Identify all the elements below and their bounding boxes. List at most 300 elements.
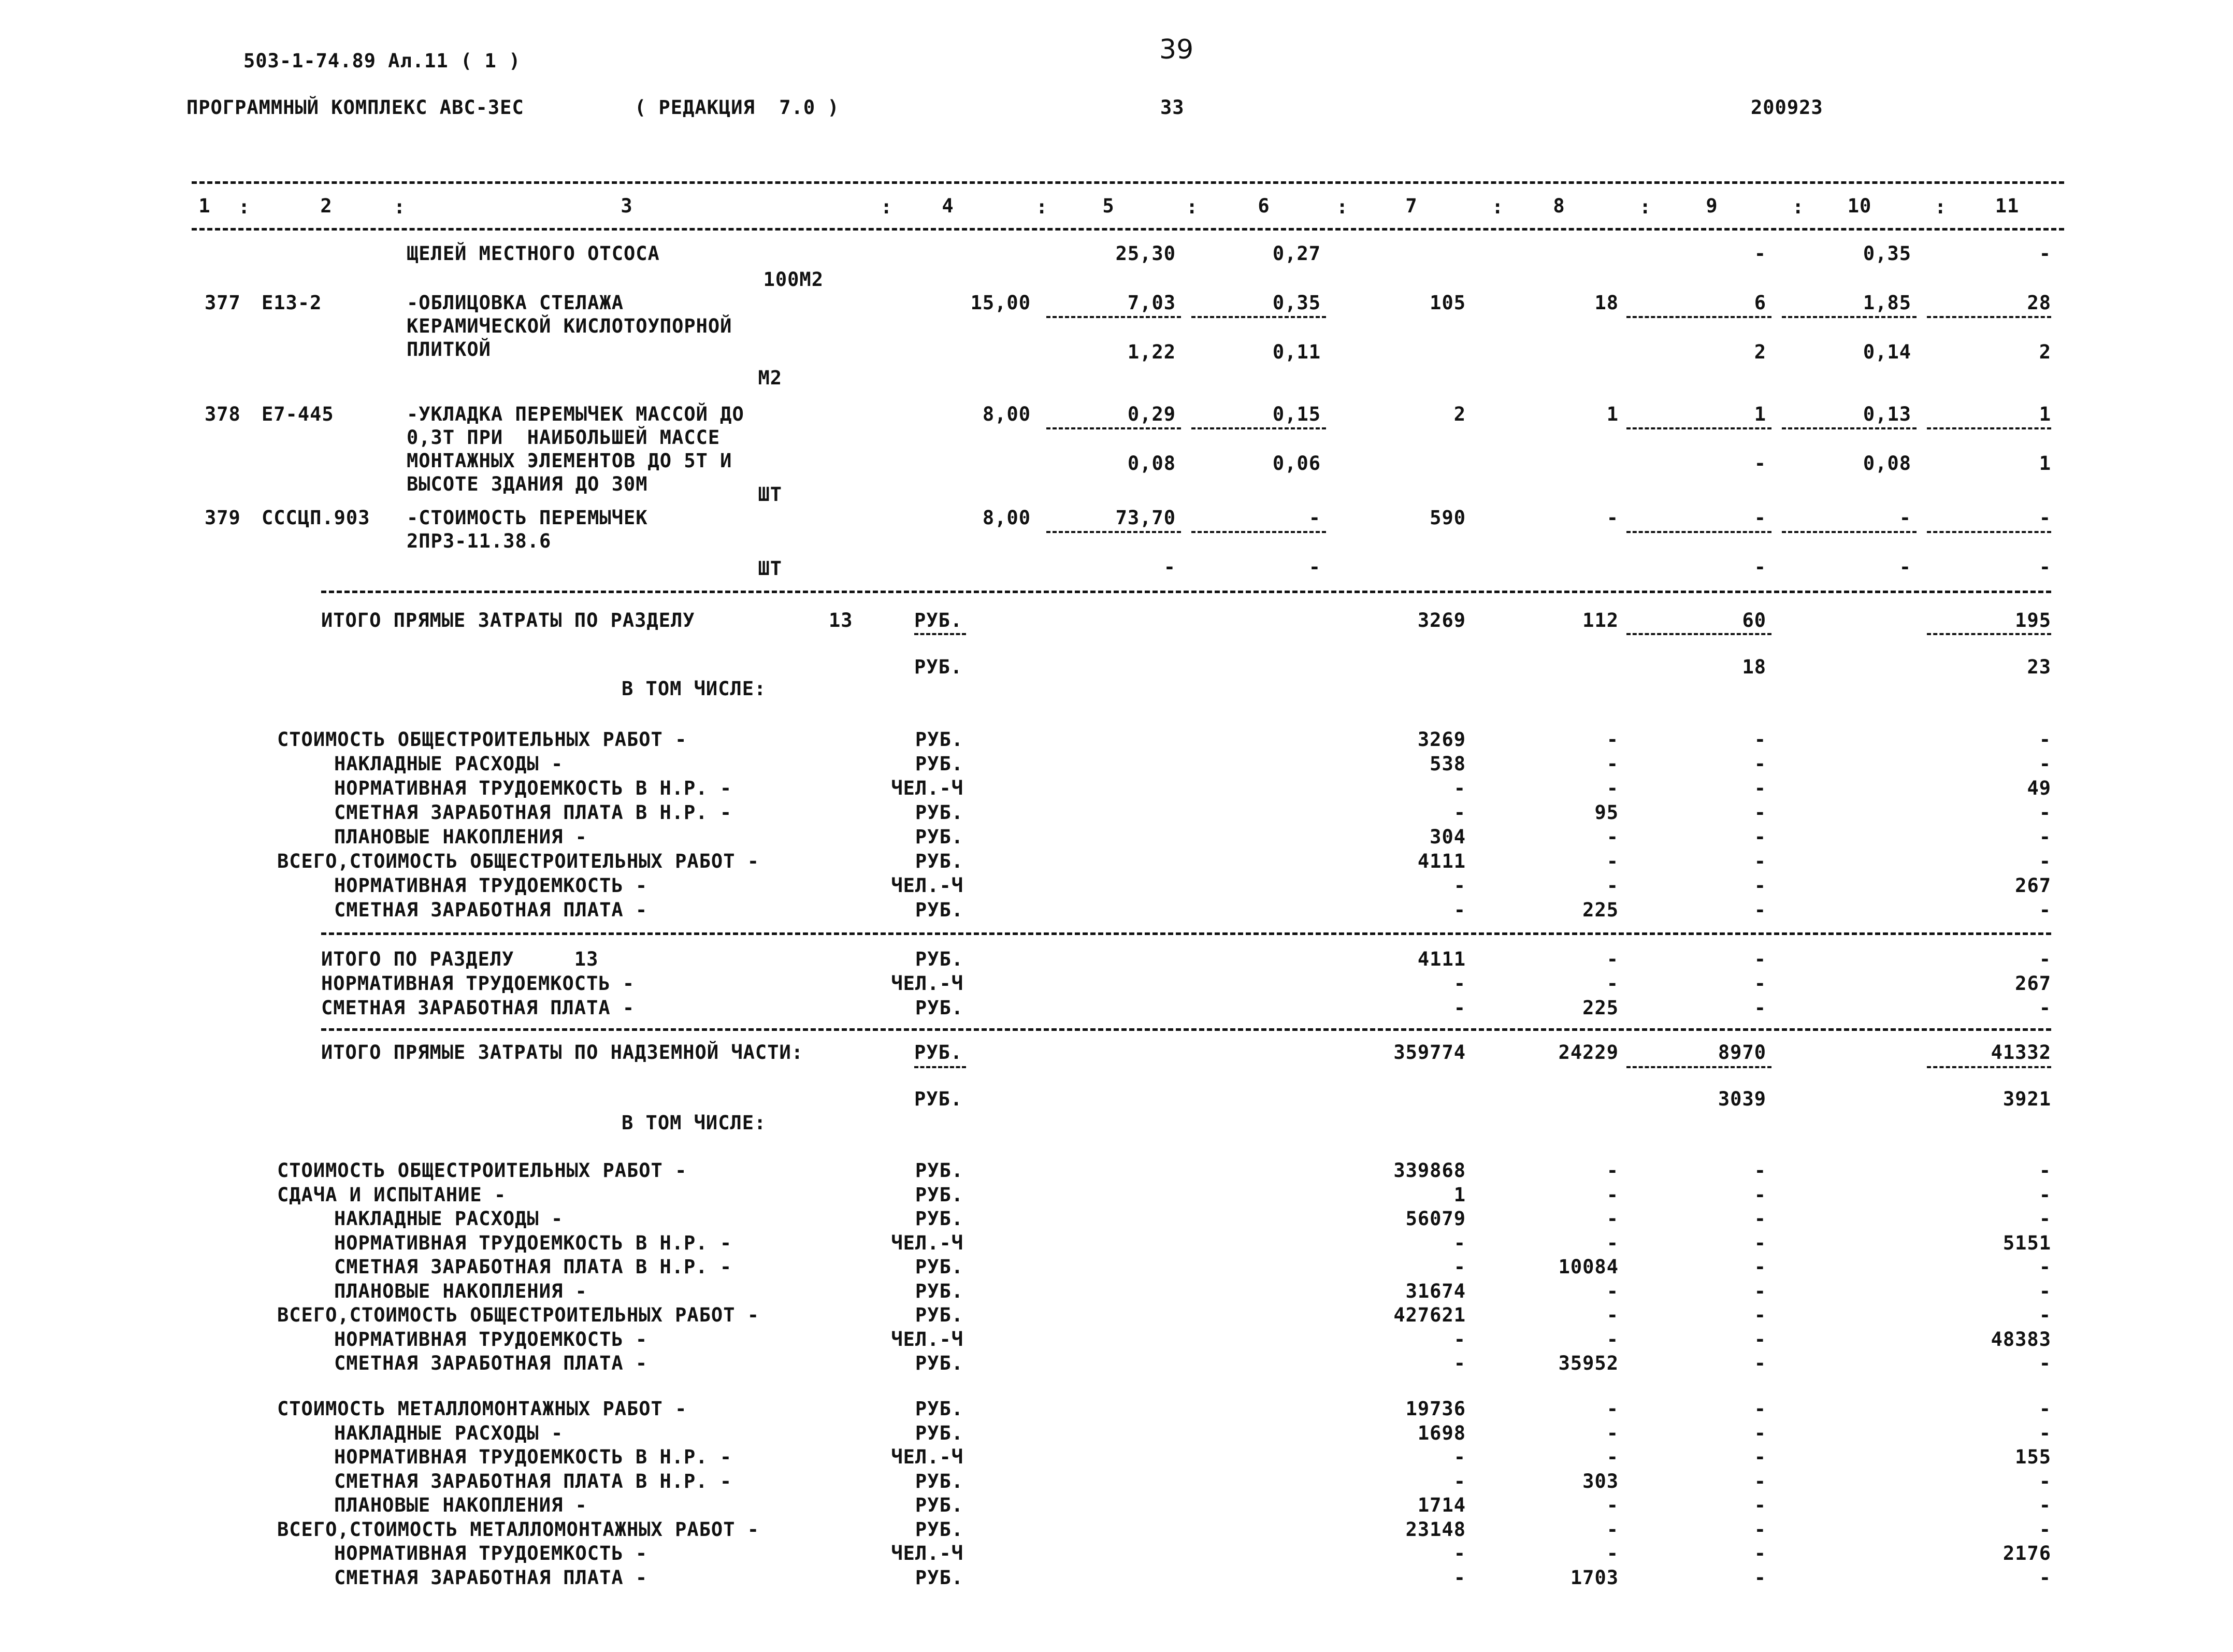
- subtotal-rule: [1191, 531, 1326, 533]
- page-number: 39: [1159, 34, 1194, 65]
- column-header-4: 4: [942, 195, 954, 217]
- cell-c9: -: [1754, 1208, 1766, 1230]
- cell-c9: -: [1754, 1446, 1766, 1468]
- cell-c9: -: [1754, 1159, 1766, 1182]
- cell-c8: -: [1606, 1183, 1619, 1206]
- item-unit: М2: [758, 367, 782, 389]
- item-number: 377: [205, 292, 241, 314]
- column-header-7: 7: [1405, 195, 1418, 217]
- unit-label: РУБ.: [915, 1352, 963, 1374]
- cell-c9: -: [1754, 1566, 1766, 1589]
- unit-label: РУБ.: [914, 609, 963, 631]
- breakdown-label: СМЕТНАЯ ЗАРАБОТНАЯ ПЛАТА -: [334, 899, 648, 921]
- column-header-10: 10: [1847, 195, 1872, 217]
- cell-c9: -: [1754, 1183, 1766, 1206]
- cell-c8: -: [1606, 507, 1619, 529]
- cell-c6: 0,15: [1272, 403, 1321, 425]
- cell-c8: -: [1606, 1421, 1619, 1444]
- unit-label: РУБ.: [915, 1256, 963, 1278]
- unit-rule: [914, 1066, 966, 1068]
- summary-label: СМЕТНАЯ ЗАРАБОТНАЯ ПЛАТА -: [321, 997, 635, 1019]
- item-code: Е13-2: [262, 292, 322, 314]
- breakdown-label: СТОИМОСТЬ ОБЩЕСТРОИТЕЛЬНЫХ РАБОТ -: [277, 728, 687, 751]
- cell-c11: -: [2039, 1256, 2051, 1278]
- breakdown-label: НАКЛАДНЫЕ РАСХОДЫ -: [334, 1208, 564, 1230]
- cell-c9: -: [1754, 948, 1766, 970]
- cell-c4: 8,00: [982, 507, 1031, 529]
- cell-c11: -: [2039, 1398, 2051, 1420]
- item-description: МОНТАЖНЫХ ЭЛЕМЕНТОВ ДО 5Т И: [407, 450, 732, 472]
- cell-c7: -: [1453, 1470, 1466, 1492]
- unit-label: ЧЕЛ.-Ч: [891, 1231, 963, 1254]
- cell-c7: -: [1453, 899, 1466, 921]
- subtotal-rule: [1626, 427, 1771, 429]
- subtotal-rule: [1046, 316, 1181, 318]
- cell-c10b: 0,14: [1863, 341, 1911, 363]
- cell-c9: -: [1754, 1542, 1766, 1564]
- column-separator: :: [1492, 196, 1504, 218]
- cell-c7: 427621: [1393, 1304, 1466, 1326]
- cell-c11: 2176: [2003, 1542, 2051, 1564]
- unit-label: РУБ.: [915, 1304, 963, 1326]
- breakdown-label: СТОИМОСТЬ МЕТАЛЛОМОНТАЖНЫХ РАБОТ -: [277, 1398, 687, 1420]
- cell-c5b: 0,08: [1127, 452, 1176, 475]
- section-number: 13: [829, 609, 853, 631]
- program-name: ПРОГРАММНЫЙ КОМПЛЕКС АВС-ЗЕС: [186, 96, 524, 119]
- cell-c10: -: [1899, 507, 1911, 529]
- item-description: -ОБЛИЦОВКА СТЕЛАЖА: [407, 292, 624, 314]
- item-code: Е7-445: [262, 403, 334, 425]
- cell-c11: 48383: [1991, 1328, 2051, 1351]
- cell-c5b: -: [1163, 556, 1176, 578]
- cell-c6b: 0,06: [1272, 452, 1321, 475]
- cell-c8: -: [1606, 728, 1619, 751]
- unit-label: РУБ.: [914, 656, 963, 678]
- cell-c8: -: [1606, 1304, 1619, 1326]
- cell-c11: -: [2039, 242, 2051, 265]
- cell-c10: 1,85: [1863, 292, 1911, 314]
- cell-c11: -: [2039, 1208, 2051, 1230]
- cell-c7: 4111: [1417, 948, 1466, 970]
- cell-c8: -: [1606, 1494, 1619, 1516]
- unit-label: ЧЕЛ.-Ч: [891, 1328, 963, 1351]
- subtotal-rule: [1782, 531, 1917, 533]
- cell-c10: 0,35: [1863, 242, 1911, 265]
- breakdown-label: НОРМАТИВНАЯ ТРУДОЕМКОСТЬ -: [334, 874, 648, 897]
- item-number: 378: [205, 403, 241, 425]
- cell-c11: 41332: [1991, 1041, 2051, 1064]
- column-separator: :: [1036, 196, 1048, 218]
- sheet-number: 33: [1160, 96, 1185, 119]
- subtotal-rule: [1191, 316, 1326, 318]
- item-description: КЕРАМИЧЕСКОЙ КИСЛОТОУПОРНОЙ: [407, 315, 732, 337]
- cell-c7: 56079: [1405, 1208, 1466, 1230]
- cell-c8: 1703: [1570, 1566, 1619, 1589]
- item-description: -УКЛАДКА ПЕРЕМЫЧЕК МАССОЙ ДО: [407, 403, 744, 425]
- item-description: -СТОИМОСТЬ ПЕРЕМЫЧЕК: [407, 507, 648, 529]
- breakdown-label: НОРМАТИВНАЯ ТРУДОЕМКОСТЬ В Н.Р. -: [334, 1231, 732, 1254]
- cell-c11: 1: [2039, 403, 2051, 425]
- cell-c5b: 1,22: [1127, 341, 1176, 363]
- cell-c9: -: [1754, 753, 1766, 775]
- cell-c8: -: [1606, 1328, 1619, 1351]
- cell-c11b: 1: [2039, 452, 2051, 475]
- cell-c11: 28: [2027, 292, 2051, 314]
- cell-c7: 31674: [1405, 1280, 1466, 1302]
- cell-c8: 303: [1582, 1470, 1619, 1492]
- cell-c8: 225: [1582, 997, 1619, 1019]
- cell-c7: 1714: [1417, 1494, 1466, 1516]
- unit-label: РУБ.: [915, 1566, 963, 1589]
- breakdown-label: СМЕТНАЯ ЗАРАБОТНАЯ ПЛАТА В Н.Р. -: [334, 1256, 732, 1278]
- cell-c9: 60: [1742, 609, 1766, 631]
- cell-c9: -: [1754, 507, 1766, 529]
- cell-c11: -: [2039, 1470, 2051, 1492]
- cell-c11: 195: [2015, 609, 2051, 631]
- header-rule-bottom: [192, 228, 2064, 231]
- cell-c11: 5151: [2003, 1231, 2051, 1254]
- column-separator: :: [1639, 196, 1652, 218]
- unit-label: РУБ.: [915, 1159, 963, 1182]
- subtotal-rule: [1046, 427, 1181, 429]
- in-that-label: В ТОМ ЧИСЛЕ:: [622, 678, 767, 700]
- breakdown-label: ПЛАНОВЫЕ НАКОПЛЕНИЯ -: [334, 1494, 587, 1516]
- cell-c6: 0,35: [1272, 292, 1321, 314]
- item-description: 0,3Т ПРИ НАИБОЛЬШЕЙ МАССЕ: [407, 426, 721, 449]
- column-header-2: 2: [320, 195, 333, 217]
- cell-c6: 0,27: [1272, 242, 1321, 265]
- cell-c11: -: [2039, 801, 2051, 824]
- cell-c7: 105: [1430, 292, 1466, 314]
- cell-c9: -: [1754, 1304, 1766, 1326]
- unit-label: ЧЕЛ.-Ч: [891, 874, 963, 897]
- cell-c11: -: [2039, 1304, 2051, 1326]
- cell-c9: -: [1754, 1231, 1766, 1254]
- cell-c9b: 3039: [1718, 1088, 1766, 1110]
- cell-c8: 1: [1606, 403, 1619, 425]
- unit-label: РУБ.: [915, 1470, 963, 1492]
- cell-c8: 18: [1594, 292, 1619, 314]
- breakdown-label: ВСЕГО,СТОИМОСТЬ МЕТАЛЛОМОНТАЖНЫХ РАБОТ -: [277, 1518, 760, 1541]
- cell-c5: 0,29: [1127, 403, 1176, 425]
- unit-label: РУБ.: [915, 1183, 963, 1206]
- breakdown-label: НОРМАТИВНАЯ ТРУДОЕМКОСТЬ В Н.Р. -: [334, 1446, 732, 1468]
- cell-c7: 23148: [1405, 1518, 1466, 1541]
- breakdown-label: СМЕТНАЯ ЗАРАБОТНАЯ ПЛАТА -: [334, 1352, 648, 1374]
- cell-c4: 8,00: [982, 403, 1031, 425]
- cell-c7: -: [1453, 1352, 1466, 1374]
- cell-c9: -: [1754, 1256, 1766, 1278]
- item-unit: 100М2: [763, 268, 824, 291]
- cell-c8: -: [1606, 1159, 1619, 1182]
- cell-c11b: -: [2039, 556, 2051, 578]
- breakdown-label: ВСЕГО,СТОИМОСТЬ ОБЩЕСТРОИТЕЛЬНЫХ РАБОТ -: [277, 850, 760, 872]
- cell-c8: -: [1606, 850, 1619, 872]
- unit-label: РУБ.: [915, 1208, 963, 1230]
- subtotal-rule: [1927, 427, 2051, 429]
- cell-c9b: 2: [1754, 341, 1766, 363]
- item-number: 379: [205, 507, 241, 529]
- unit-label: РУБ.: [915, 1421, 963, 1444]
- unit-label: ЧЕЛ.-Ч: [891, 972, 963, 995]
- cell-c7: 339868: [1393, 1159, 1466, 1182]
- unit-label: РУБ.: [915, 753, 963, 775]
- item-unit: ШТ: [758, 483, 782, 506]
- subtotal-rule: [1782, 427, 1917, 429]
- cell-c11: -: [2039, 1421, 2051, 1444]
- cell-c11: -: [2039, 728, 2051, 751]
- section-total-label: ИТОГО ПРЯМЫЕ ЗАТРАТЫ ПО РАЗДЕЛУ: [321, 609, 695, 631]
- cell-c7: -: [1453, 972, 1466, 995]
- summary-label: НОРМАТИВНАЯ ТРУДОЕМКОСТЬ -: [321, 972, 635, 995]
- cell-c5: 25,30: [1115, 242, 1176, 265]
- column-separator: :: [1935, 196, 1947, 218]
- cell-c5: 73,70: [1115, 507, 1176, 529]
- subtotal-rule: [1782, 316, 1917, 318]
- cell-c9: -: [1754, 972, 1766, 995]
- cell-c9: -: [1754, 826, 1766, 848]
- cell-c7: 2: [1453, 403, 1466, 425]
- cell-c7: 1698: [1417, 1421, 1466, 1444]
- document-code: 503-1-74.89 Ал.11 ( 1 ): [243, 50, 521, 72]
- breakdown-label: СМЕТНАЯ ЗАРАБОТНАЯ ПЛАТА -: [334, 1566, 648, 1589]
- subtotal-rule: [1191, 427, 1326, 429]
- cell-c11: 155: [2015, 1446, 2051, 1468]
- cell-c11: -: [2039, 948, 2051, 970]
- breakdown-label: ВСЕГО,СТОИМОСТЬ ОБЩЕСТРОИТЕЛЬНЫХ РАБОТ -: [277, 1304, 760, 1326]
- cell-c4: 15,00: [970, 292, 1031, 314]
- cell-c8: -: [1606, 1280, 1619, 1302]
- breakdown-label: НАКЛАДНЫЕ РАСХОДЫ -: [334, 753, 564, 775]
- cell-c11: -: [2039, 1494, 2051, 1516]
- cell-c8: 112: [1582, 609, 1619, 631]
- cell-c11: 267: [2015, 874, 2051, 897]
- summary-label: ИТОГО ПО РАЗДЕЛУ 13: [321, 948, 599, 970]
- cell-c9: 6: [1754, 292, 1766, 314]
- cell-c7: 3269: [1417, 609, 1466, 631]
- cell-c8: 95: [1594, 801, 1619, 824]
- cell-c8: -: [1606, 1231, 1619, 1254]
- cell-c9: -: [1754, 1518, 1766, 1541]
- cell-c7: -: [1453, 1328, 1466, 1351]
- cell-c9: -: [1754, 874, 1766, 897]
- cell-c8: -: [1606, 874, 1619, 897]
- subtotal-rule: [1927, 633, 2051, 635]
- ground-total-label: ИТОГО ПРЯМЫЕ ЗАТРАТЫ ПО НАДЗЕМНОЙ ЧАСТИ:: [321, 1041, 804, 1064]
- cell-c5: 7,03: [1127, 292, 1176, 314]
- cell-c7: -: [1453, 1231, 1466, 1254]
- cell-c11: -: [2039, 1159, 2051, 1182]
- cell-c7: 538: [1430, 753, 1466, 775]
- item-unit: ШТ: [758, 557, 782, 580]
- item-description: ЩЕЛЕЙ МЕСТНОГО ОТСОСА: [407, 242, 660, 265]
- breakdown-label: СМЕТНАЯ ЗАРАБОТНАЯ ПЛАТА В Н.Р. -: [334, 1470, 732, 1492]
- cell-c9: 1: [1754, 403, 1766, 425]
- section-rule: [321, 932, 2051, 935]
- subtotal-rule: [1626, 633, 1771, 635]
- cell-c9: -: [1754, 1398, 1766, 1420]
- breakdown-label: ПЛАНОВЫЕ НАКОПЛЕНИЯ -: [334, 826, 587, 848]
- subtotal-rule: [1626, 316, 1771, 318]
- unit-label: РУБ.: [915, 1494, 963, 1516]
- cell-c10b: 0,08: [1863, 452, 1911, 475]
- column-separator: :: [1336, 196, 1349, 218]
- cell-c9: -: [1754, 899, 1766, 921]
- breakdown-label: НАКЛАДНЫЕ РАСХОДЫ -: [334, 1421, 564, 1444]
- cell-c11: -: [2039, 1518, 2051, 1541]
- cell-c7: 590: [1430, 507, 1466, 529]
- subtotal-rule: [1927, 1066, 2051, 1068]
- column-separator: :: [394, 196, 406, 218]
- section-rule: [321, 1028, 2051, 1031]
- cell-c11: -: [2039, 1352, 2051, 1374]
- cell-c7: -: [1453, 777, 1466, 799]
- cell-c9b: -: [1754, 452, 1766, 475]
- cell-c9b: -: [1754, 556, 1766, 578]
- unit-rule: [914, 633, 966, 635]
- breakdown-label: СДАЧА И ИСПЫТАНИЕ -: [277, 1183, 507, 1206]
- unit-label: РУБ.: [915, 1280, 963, 1302]
- cell-c8: -: [1606, 1208, 1619, 1230]
- cell-c7: 3269: [1417, 728, 1466, 751]
- cell-c11: 49: [2027, 777, 2051, 799]
- cell-c11: 267: [2015, 972, 2051, 995]
- column-header-11: 11: [1995, 195, 2020, 217]
- cell-c11b: 23: [2027, 656, 2051, 678]
- column-separator: :: [881, 196, 893, 218]
- cell-c11: -: [2039, 753, 2051, 775]
- cell-c11: -: [2039, 1566, 2051, 1589]
- cell-c11: -: [2039, 826, 2051, 848]
- cell-c9: -: [1754, 850, 1766, 872]
- cell-c11: -: [2039, 507, 2051, 529]
- cell-c7: -: [1453, 997, 1466, 1019]
- unit-label: РУБ.: [915, 1518, 963, 1541]
- unit-label: РУБ.: [915, 801, 963, 824]
- cell-c8: 24229: [1558, 1041, 1619, 1064]
- breakdown-label: НОРМАТИВНАЯ ТРУДОЕМКОСТЬ В Н.Р. -: [334, 777, 732, 799]
- breakdown-label: НОРМАТИВНАЯ ТРУДОЕМКОСТЬ -: [334, 1542, 648, 1564]
- cell-c7: -: [1453, 1446, 1466, 1468]
- subtotal-rule: [1927, 316, 2051, 318]
- cell-c9: -: [1754, 242, 1766, 265]
- cell-c7: 359774: [1393, 1041, 1466, 1064]
- unit-label: РУБ.: [915, 826, 963, 848]
- unit-label: РУБ.: [914, 1088, 963, 1110]
- subtotal-rule: [1626, 1066, 1771, 1068]
- unit-label: РУБ.: [915, 997, 963, 1019]
- cell-c11: -: [2039, 1183, 2051, 1206]
- cell-c7: 304: [1430, 826, 1466, 848]
- cell-c8: -: [1606, 753, 1619, 775]
- cell-c8: -: [1606, 948, 1619, 970]
- program-edition: ( РЕДАКЦИЯ 7.0 ): [635, 96, 840, 119]
- subtotal-rule: [1927, 531, 2051, 533]
- cell-c8: -: [1606, 1518, 1619, 1541]
- item-description: ВЫСОТЕ ЗДАНИЯ ДО 30М: [407, 473, 648, 495]
- cell-c9: -: [1754, 1470, 1766, 1492]
- cell-c8: -: [1606, 972, 1619, 995]
- column-header-6: 6: [1258, 195, 1270, 217]
- section-rule: [321, 591, 2051, 593]
- cell-c11: -: [2039, 1280, 2051, 1302]
- cell-c8: 35952: [1558, 1352, 1619, 1374]
- unit-label: ЧЕЛ.-Ч: [891, 1542, 963, 1564]
- cell-c9: -: [1754, 1494, 1766, 1516]
- column-separator: :: [1186, 196, 1199, 218]
- item-code: СССЦП.903: [262, 507, 370, 529]
- cell-c11b: 3921: [2003, 1088, 2051, 1110]
- unit-label: РУБ.: [915, 948, 963, 970]
- subtotal-rule: [1626, 531, 1771, 533]
- cell-c8: -: [1606, 1446, 1619, 1468]
- cell-c6b: -: [1308, 556, 1321, 578]
- cell-c8: -: [1606, 826, 1619, 848]
- cell-c7: 1: [1453, 1183, 1466, 1206]
- cell-c8: -: [1606, 777, 1619, 799]
- cell-c9: -: [1754, 1352, 1766, 1374]
- job-code: 200923: [1751, 96, 1823, 119]
- column-separator: :: [238, 196, 251, 218]
- cell-c9: -: [1754, 728, 1766, 751]
- cell-c11: -: [2039, 997, 2051, 1019]
- unit-label: РУБ.: [915, 850, 963, 872]
- cell-c7: 19736: [1405, 1398, 1466, 1420]
- cell-c10: 0,13: [1863, 403, 1911, 425]
- unit-label: РУБ.: [914, 1041, 963, 1064]
- header-rule-top: [192, 181, 2064, 184]
- column-header-8: 8: [1553, 195, 1565, 217]
- cell-c11b: 2: [2039, 341, 2051, 363]
- cell-c7: -: [1453, 1256, 1466, 1278]
- cell-c7: -: [1453, 801, 1466, 824]
- item-description: 2ПР3-11.38.6: [407, 530, 552, 552]
- unit-label: ЧЕЛ.-Ч: [891, 777, 963, 799]
- cell-c7: -: [1453, 1542, 1466, 1564]
- cell-c9: -: [1754, 1421, 1766, 1444]
- cell-c8: 225: [1582, 899, 1619, 921]
- cell-c8: 10084: [1558, 1256, 1619, 1278]
- breakdown-label: НОРМАТИВНАЯ ТРУДОЕМКОСТЬ -: [334, 1328, 648, 1351]
- cell-c9: -: [1754, 997, 1766, 1019]
- cell-c9: -: [1754, 1328, 1766, 1351]
- cell-c9: -: [1754, 801, 1766, 824]
- cell-c8: -: [1606, 1398, 1619, 1420]
- column-header-9: 9: [1706, 195, 1718, 217]
- cell-c9: 8970: [1718, 1041, 1766, 1064]
- column-header-5: 5: [1102, 195, 1115, 217]
- cell-c7: 4111: [1417, 850, 1466, 872]
- breakdown-label: ПЛАНОВЫЕ НАКОПЛЕНИЯ -: [334, 1280, 587, 1302]
- cell-c6b: 0,11: [1272, 341, 1321, 363]
- column-header-1: 1: [198, 195, 211, 217]
- cell-c11: -: [2039, 850, 2051, 872]
- cell-c9: -: [1754, 1280, 1766, 1302]
- unit-label: РУБ.: [915, 1398, 963, 1420]
- cell-c11: -: [2039, 899, 2051, 921]
- cell-c7: -: [1453, 1566, 1466, 1589]
- unit-label: РУБ.: [915, 899, 963, 921]
- cell-c7: -: [1453, 874, 1466, 897]
- cell-c10b: -: [1899, 556, 1911, 578]
- cell-c6: -: [1308, 507, 1321, 529]
- column-separator: :: [1792, 196, 1805, 218]
- in-that-label: В ТОМ ЧИСЛЕ:: [622, 1112, 767, 1134]
- cell-c9: -: [1754, 777, 1766, 799]
- column-header-3: 3: [621, 195, 633, 217]
- cell-c9b: 18: [1742, 656, 1766, 678]
- unit-label: РУБ.: [915, 728, 963, 751]
